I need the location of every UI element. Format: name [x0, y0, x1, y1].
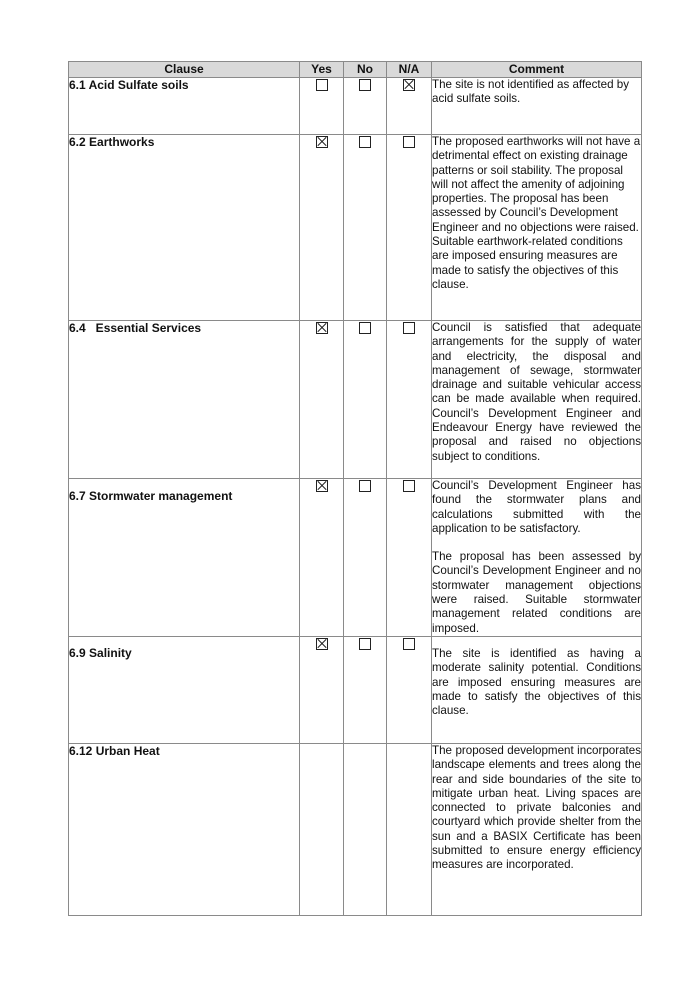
na-checkbox[interactable] — [403, 79, 415, 91]
no-cell — [344, 637, 387, 744]
header-row — [69, 62, 642, 78]
header-clause: Clause — [69, 62, 300, 78]
yes-cell — [300, 479, 344, 637]
clause-title: 6.4 Essential Services — [69, 321, 300, 479]
no-checkbox[interactable] — [359, 79, 371, 91]
comment-text: The site is not identified as affected by acid sulfate soils. — [432, 78, 629, 106]
na-cell — [387, 321, 432, 479]
table-row — [69, 744, 642, 916]
na-checkbox[interactable] — [403, 638, 415, 650]
yes-cell — [300, 321, 344, 479]
no-cell — [344, 78, 387, 135]
no-checkbox[interactable] — [359, 322, 371, 334]
header-na: N/A — [387, 62, 432, 78]
comment-cell — [432, 479, 642, 637]
table-row — [69, 479, 642, 637]
table-row — [69, 321, 642, 479]
no-cell — [344, 135, 387, 321]
yes-checkbox[interactable] — [316, 480, 328, 492]
comment-text: Council is satisfied that adequate arrangements for the supply of water and electricity, the disposal and management of sewage, stormwater drainage and suitable vehicular access can be made available when required. Council’s Development Engineer and Endeavour Energy have reviewed the proposal and raised no objections subject to conditions. — [432, 321, 641, 463]
yes-checkbox[interactable] — [316, 79, 328, 91]
na-cell — [387, 479, 432, 637]
comment-text: Council’s Development Engineer has found the stormwater plans and calculations submitted with the application to be satisfactory. — [432, 479, 641, 535]
clause-title: 6.1 Acid Sulfate soils — [69, 78, 300, 135]
yes-checkbox[interactable] — [316, 638, 328, 650]
comment-cell — [432, 78, 642, 135]
na-checkbox[interactable] — [403, 136, 415, 148]
header-comment: Comment — [432, 62, 642, 78]
no-checkbox[interactable] — [359, 638, 371, 650]
table-row — [69, 78, 642, 135]
header-no: No — [344, 62, 387, 78]
no-cell — [344, 744, 387, 916]
yes-checkbox[interactable] — [316, 136, 328, 148]
yes-cell — [300, 135, 344, 321]
na-cell — [387, 744, 432, 916]
clause-title: 6.7 Stormwater management — [69, 479, 300, 637]
na-cell — [387, 78, 432, 135]
yes-cell — [300, 637, 344, 744]
na-checkbox[interactable] — [403, 480, 415, 492]
table-row — [69, 135, 642, 321]
clause-title: 6.12 Urban Heat — [69, 744, 300, 916]
yes-checkbox[interactable] — [316, 322, 328, 334]
table-row — [69, 637, 642, 744]
clause-title: 6.9 Salinity — [69, 637, 300, 744]
no-cell — [344, 321, 387, 479]
comment-text: The proposal has been assessed by Council’s Development Engineer and no stormwater management objections were raised. Suitable stormwater management related conditions are imposed. — [432, 550, 641, 635]
no-checkbox[interactable] — [359, 480, 371, 492]
comment-text: The proposed earthworks will not have a detrimental effect on existing drainage patterns or soil stability. The proposal will not affect the amenity of adjoining properties. The proposal has been assessed by Council’s Development Engineer and no objections were raised. Suitable earthwork-related conditions are imposed ensuring measures are made to satisfy the objectives of this clause. — [432, 135, 641, 291]
comment-cell — [432, 744, 642, 916]
clause-title: 6.2 Earthworks — [69, 135, 300, 321]
clause-table — [68, 61, 642, 916]
comment-cell — [432, 321, 642, 479]
no-checkbox[interactable] — [359, 136, 371, 148]
na-cell — [387, 637, 432, 744]
yes-cell — [300, 744, 344, 916]
na-cell — [387, 135, 432, 321]
comment-text: The proposed development incorporates landscape elements and trees along the rear and side boundaries of the site to mitigate urban heat. Living spaces are connected to private balconies and courtyard which provide shelter from the sun and a BASIX Certificate has been submitted to ensure energy efficiency measures are incorporated. — [432, 744, 641, 872]
yes-cell — [300, 78, 344, 135]
no-cell — [344, 479, 387, 637]
header-yes: Yes — [300, 62, 344, 78]
na-checkbox[interactable] — [403, 322, 415, 334]
comment-cell — [432, 637, 642, 744]
comment-text: The site is identified as having a moderate salinity potential. Conditions are imposed ensuring measures are made to satisfy the objectives of this clause. — [432, 647, 641, 718]
comment-cell — [432, 135, 642, 321]
